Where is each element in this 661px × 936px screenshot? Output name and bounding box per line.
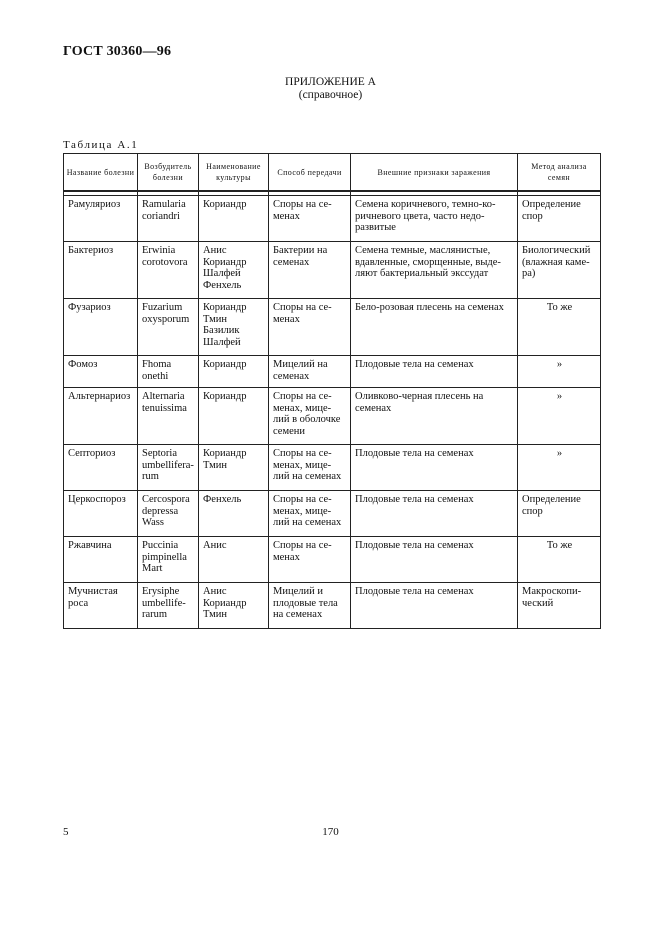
cell-pathogen: Erwinia corotovora [138,242,199,299]
cell-disease: Септориоз [64,445,138,491]
column-header-pathogen: Возбудитель болезни [138,154,199,192]
page-number: 5 [63,826,69,838]
table-header-row [64,154,601,192]
cell-crop: Анис Кориандр Шалфей Фенхель [199,242,269,299]
cell-pathogen: Cercospora depressa Wass [138,491,199,537]
cell-symptoms: Семена коричневого, темно-ко- ричневого цвета, часто недо- развитые [351,196,518,242]
cell-disease: Рамуляриоз [64,196,138,242]
cell-pathogen: Ramularia coriandri [138,196,199,242]
cell-crop: Анис [199,537,269,583]
cell-disease: Бактериоз [64,242,138,299]
column-header-symptoms: Внешние признаки заражения [351,154,518,192]
cell-symptoms: Плодовые тела на семенах [351,491,518,537]
diseases-table [63,153,601,629]
table-row [64,242,601,299]
table-label: Таблица А.1 [63,139,139,151]
total-page-number: 170 [322,826,339,838]
cell-method: » [518,388,601,445]
cell-method: » [518,445,601,491]
cell-disease: Фомоз [64,356,138,388]
appendix-heading [0,76,661,102]
table-body [64,191,601,629]
cell-transmission: Споры на се- менах, мице- лий на семенах [269,491,351,537]
cell-method: » [518,356,601,388]
cell-pathogen: Septoria umbellifera- rum [138,445,199,491]
cell-crop: Фенхель [199,491,269,537]
document-code: ГОСТ 30360—96 [63,44,172,59]
cell-symptoms: Плодовые тела на семенах [351,356,518,388]
cell-method: То же [518,537,601,583]
cell-crop: Кориандр [199,196,269,242]
table-row [64,299,601,356]
cell-transmission: Споры на се- менах [269,537,351,583]
cell-pathogen: Erysiphe umbellife- rarum [138,583,199,629]
cell-method: Определение спор [518,196,601,242]
cell-disease: Церкоспороз [64,491,138,537]
table-row [64,537,601,583]
column-header-crop: Наименование культуры [199,154,269,192]
cell-symptoms: Бело-розовая плесень на семенах [351,299,518,356]
cell-disease: Фузариоз [64,299,138,356]
appendix-title: ПРИЛОЖЕНИЕ А [285,76,376,88]
cell-method: Определение спор [518,491,601,537]
cell-transmission: Бактерии на семенах [269,242,351,299]
cell-pathogen: Fhoma onethi [138,356,199,388]
cell-pathogen: Alternaria tenuissima [138,388,199,445]
cell-pathogen: Puccinia pimpinella Mart [138,537,199,583]
cell-symptoms: Плодовые тела на семенах [351,537,518,583]
cell-crop: Кориандр [199,388,269,445]
cell-crop: Анис Кориандр Тмин [199,583,269,629]
cell-symptoms: Плодовые тела на семенах [351,583,518,629]
cell-symptoms: Семена темные, маслянистые, вдавленные, сморщенные, выде- ляют бактериальный экссудат [351,242,518,299]
table-row [64,388,601,445]
cell-symptoms: Оливково-черная плесень на семенах [351,388,518,445]
cell-transmission: Мицелий и плодовые тела на семенах [269,583,351,629]
table-row [64,491,601,537]
cell-transmission: Споры на се- менах [269,299,351,356]
cell-pathogen: Fuzarium oxysporum [138,299,199,356]
cell-disease: Мучнистая роса [64,583,138,629]
cell-transmission: Споры на се- менах, мице- лий на семенах [269,445,351,491]
table-row [64,445,601,491]
table-row [64,356,601,388]
cell-disease: Ржавчина [64,537,138,583]
table-row [64,583,601,629]
column-header-transmission: Способ передачи [269,154,351,192]
cell-transmission: Споры на се- менах, мице- лий в оболочке семени [269,388,351,445]
cell-symptoms: Плодовые тела на семенах [351,445,518,491]
cell-crop: Кориандр Тмин Базилик Шалфей [199,299,269,356]
column-header-method: Метод анализа семян [518,154,601,192]
cell-transmission: Мицелий на семенах [269,356,351,388]
column-header-disease: Название болезни [64,154,138,192]
cell-method: Биологический (влажная каме- ра) [518,242,601,299]
cell-method: То же [518,299,601,356]
cell-crop: Кориандр [199,356,269,388]
cell-method: Макроскопи- ческий [518,583,601,629]
cell-transmission: Споры на се- менах [269,196,351,242]
table-row [64,196,601,242]
cell-crop: Кориандр Тмин [199,445,269,491]
appendix-subtitle: (справочное) [298,89,363,101]
cell-disease: Альтернариоз [64,388,138,445]
